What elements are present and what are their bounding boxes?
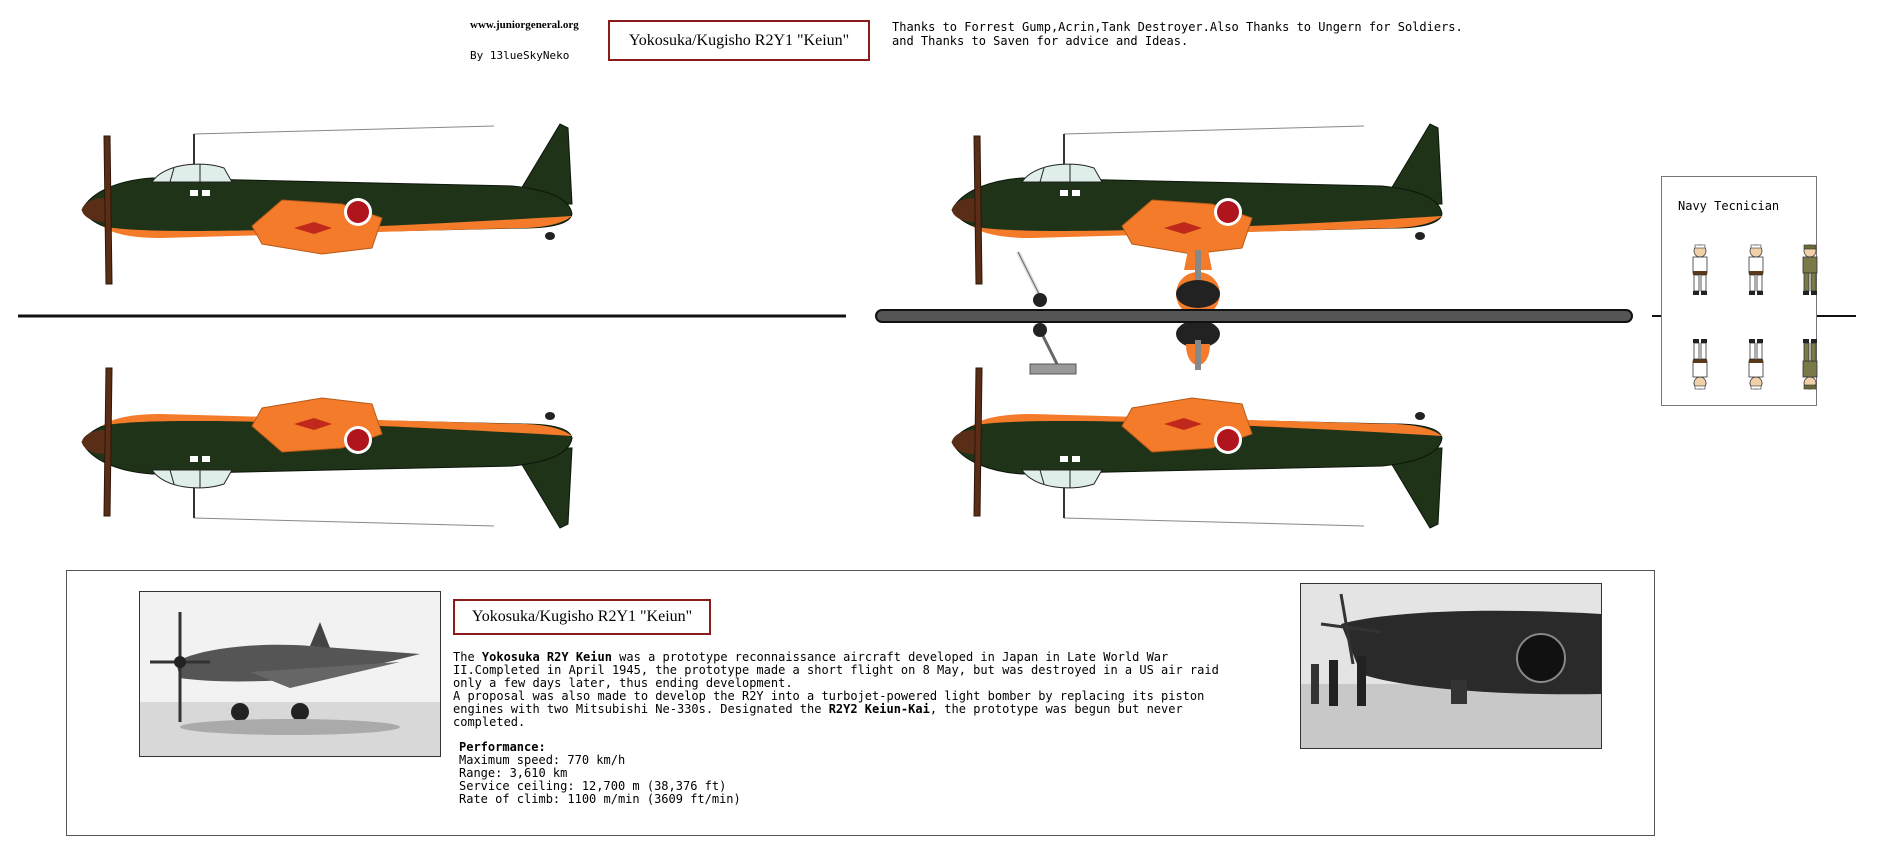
- photo-left: [139, 591, 441, 757]
- plane-right-bottom: [952, 368, 1442, 528]
- info-title-text: Yokosuka/Kugisho R2Y1 "Keiun": [471, 608, 693, 625]
- plane-left-top: [82, 124, 572, 284]
- author-credit: By 13lueSkyNeko: [470, 49, 570, 62]
- performance-item: Rate of climb: 1100 m/min (3609 ft/min): [459, 792, 741, 806]
- technician-figure-2: [1749, 245, 1763, 295]
- technician-figures: [1662, 177, 1818, 407]
- technician-figure-1: [1693, 245, 1707, 295]
- performance-block: [459, 741, 741, 806]
- performance-title: Performance:: [459, 740, 546, 754]
- technician-figure-3-mirror: [1803, 339, 1817, 389]
- desc-part-2: A proposal was also made to develop the R2Y into a turbojet-powered light bomber by replacing its piston engines with two Mitsubishi Ne-330s. Designated the: [453, 689, 1205, 716]
- page-title-text: Yokosuka/Kugisho R2Y1 "Keiun": [628, 31, 850, 49]
- thanks-line-1: Thanks to Forrest Gump,Acrin,Tank Destroyer.Also Thanks to Ungern for Soldiers.: [892, 20, 1463, 34]
- site-url: www.juniorgeneral.org: [470, 19, 579, 31]
- photo-left-art: [140, 592, 440, 756]
- technician-figure-3: [1803, 245, 1817, 295]
- technician-figure-2-mirror: [1749, 339, 1763, 389]
- aircraft-name: Yokosuka R2Y Keiun: [481, 650, 612, 664]
- info-panel: [66, 570, 1655, 836]
- technician-panel: [1661, 176, 1817, 406]
- technician-figure-1-mirror: [1693, 339, 1707, 389]
- photo-right-art: [1301, 584, 1601, 748]
- description: [453, 651, 1233, 729]
- desc-part-3: , the prototype was begun but never completed.: [453, 702, 1183, 729]
- performance-item: Range: 3,610 km: [459, 766, 568, 780]
- photo-right: [1300, 583, 1602, 749]
- info-title: [453, 599, 711, 635]
- technician-label: Navy Tecnician: [1678, 199, 1780, 213]
- performance-item: Service ceiling: 12,700 m (38,376 ft): [459, 779, 727, 793]
- desc-part-1: was a prototype reconnaissance aircraft developed in Japan in Late World War II.Completed in April 1945, the prototype made a short flight on 8 May, but was destroyed in a US air raid only a few days later, thus ending development.: [453, 650, 1219, 690]
- desc-intro: The: [453, 650, 482, 664]
- thanks-line-2: and Thanks to Saven for advice and Ideas.: [892, 34, 1189, 48]
- variant-name: R2Y2 Keiun-Kai: [828, 702, 930, 716]
- plane-left-bottom: [82, 368, 572, 528]
- fold-line-right: [876, 310, 1632, 322]
- performance-item: Maximum speed: 770 km/h: [459, 753, 626, 767]
